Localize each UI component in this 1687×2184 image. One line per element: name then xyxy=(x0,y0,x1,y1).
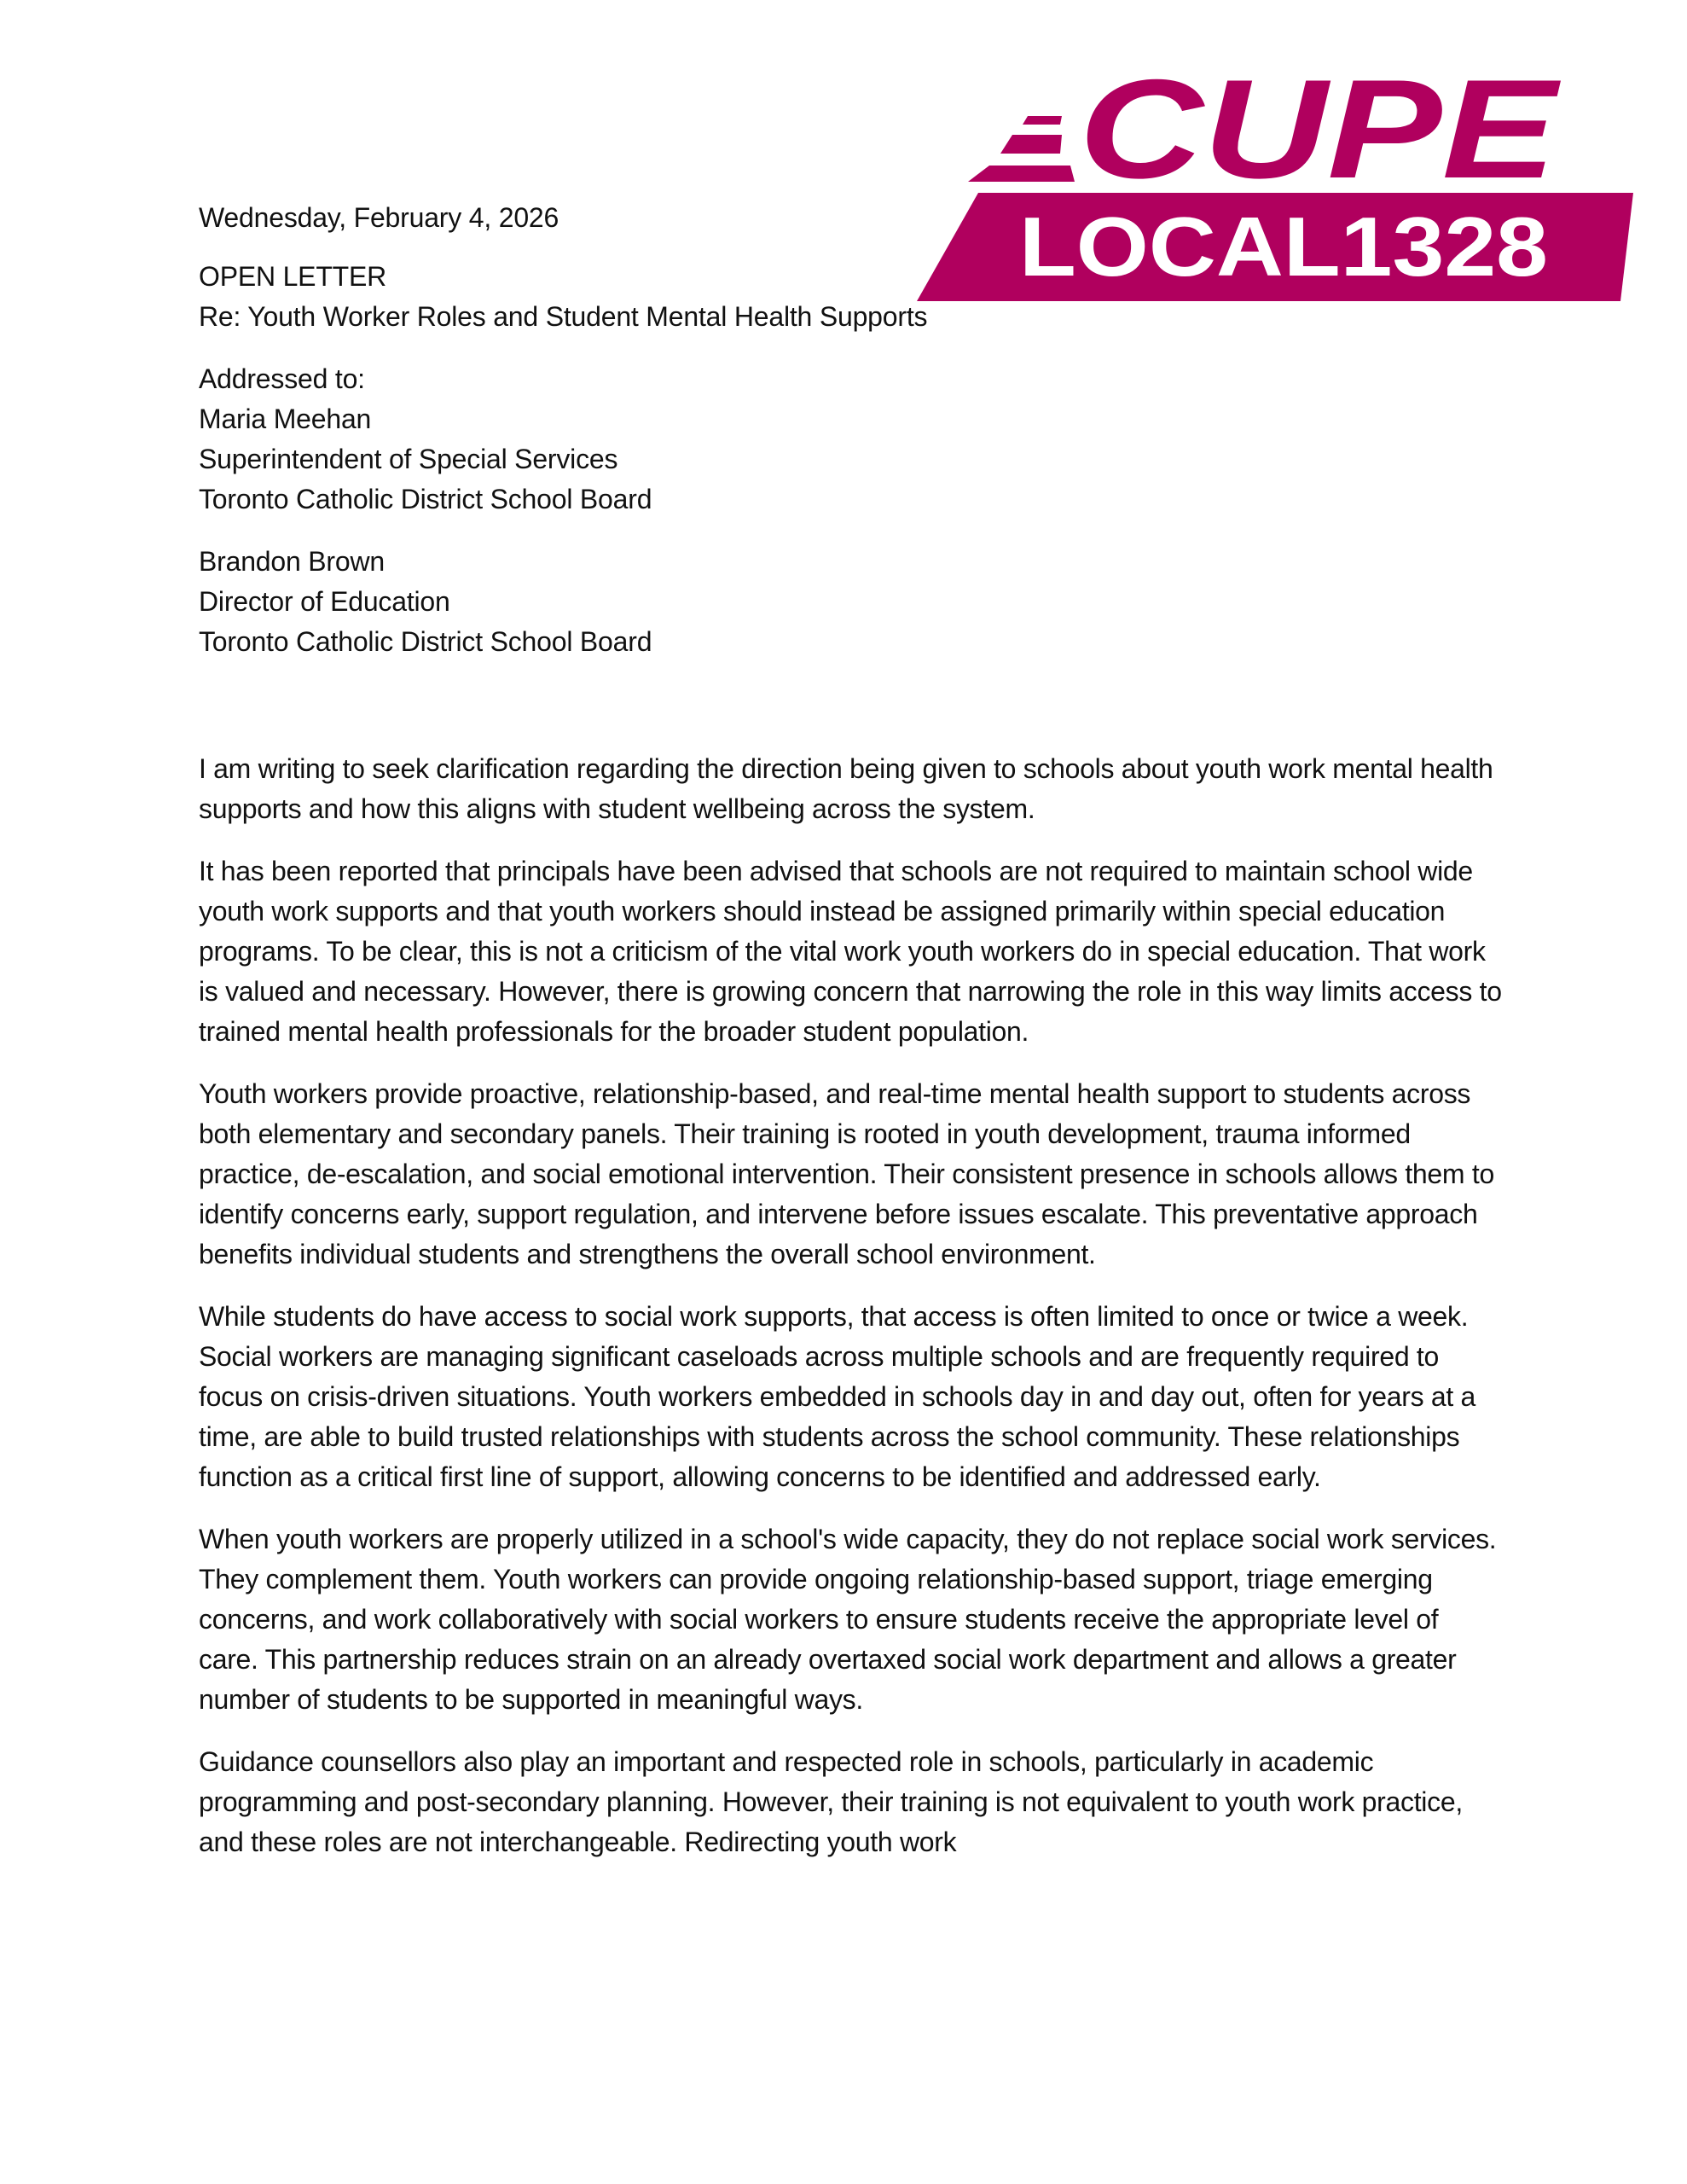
svg-text:CUPE: CUPE xyxy=(1079,50,1562,207)
letter-header xyxy=(199,198,927,662)
recipient-name: Maria Meehan xyxy=(199,404,372,434)
paragraph: Youth workers provide proactive, relationship-based, and real-time mental health support to students across both elementary and secondary panels. Their training is rooted in youth development, trauma informed practice, de-escalation, and social emotional intervention. Their consistent presence in schools allows them to identify concerns early, support regulation, and intervene before issues escalate. This preventative approach benefits individual students and strengthens the overall school environment. xyxy=(199,1078,1494,1269)
recipient-org: Toronto Catholic District School Board xyxy=(199,484,652,514)
addressed-label: Addressed to: xyxy=(199,363,365,394)
recipient-title: Superintendent of Special Services xyxy=(199,444,618,474)
letter-body xyxy=(199,749,1504,1885)
paragraph: While students do have access to social work supports, that access is often limited to once or twice a week. Social workers are managing significant caseloads across multiple schools and are frequently required to focus on crisis-driven situations. Youth workers embedded in schools day in and day out, often for years at a time, are able to build trusted relationships with students across the school community. These relationships function as a critical first line of support, allowing concerns to be identified and addressed early. xyxy=(199,1301,1476,1492)
paragraph: Guidance counsellors also play an important and respected role in schools, particularly in academic programming and post-secondary planning. However, their training is not equivalent to youth work practice, and these roles are not interchangeable. Redirecting youth work xyxy=(199,1746,1463,1857)
recipient-title: Director of Education xyxy=(199,586,450,617)
letter-date: Wednesday, February 4, 2026 xyxy=(199,202,559,233)
paragraph: When youth workers are properly utilized in a school's wide capacity, they do not replace social work services. They complement them. Youth workers can provide ongoing relationship-based support, triage emerging concerns, and work collaboratively with social workers to ensure students receive the appropriate level of care. This partnership reduces strain on an already overtaxed social work department and allows a greater number of students to be supported in meaningful ways. xyxy=(199,1524,1497,1715)
paragraph: It has been reported that principals have been advised that schools are not required to maintain school wide youth work supports and that youth workers should instead be assigned primarily within special education programs. To be clear, this is not a criticism of the vital work youth workers do in special education. That work is valued and necessary. However, there is growing concern that narrowing the role in this way limits access to trained mental health professionals for the broader student population. xyxy=(199,856,1502,1047)
paragraph: I am writing to seek clarification regarding the direction being given to schools about youth work mental health supports and how this aligns with student wellbeing across the system. xyxy=(199,753,1493,824)
recipient-org: Toronto Catholic District School Board xyxy=(199,626,652,657)
recipient-name: Brandon Brown xyxy=(199,546,385,577)
cupe-local-1328-logo xyxy=(917,49,1642,301)
letter-heading: OPEN LETTER xyxy=(199,261,387,292)
svg-text:LOCAL1328: LOCAL1328 xyxy=(1019,200,1548,293)
letter-subject: Re: Youth Worker Roles and Student Mental Health Supports xyxy=(199,301,928,332)
